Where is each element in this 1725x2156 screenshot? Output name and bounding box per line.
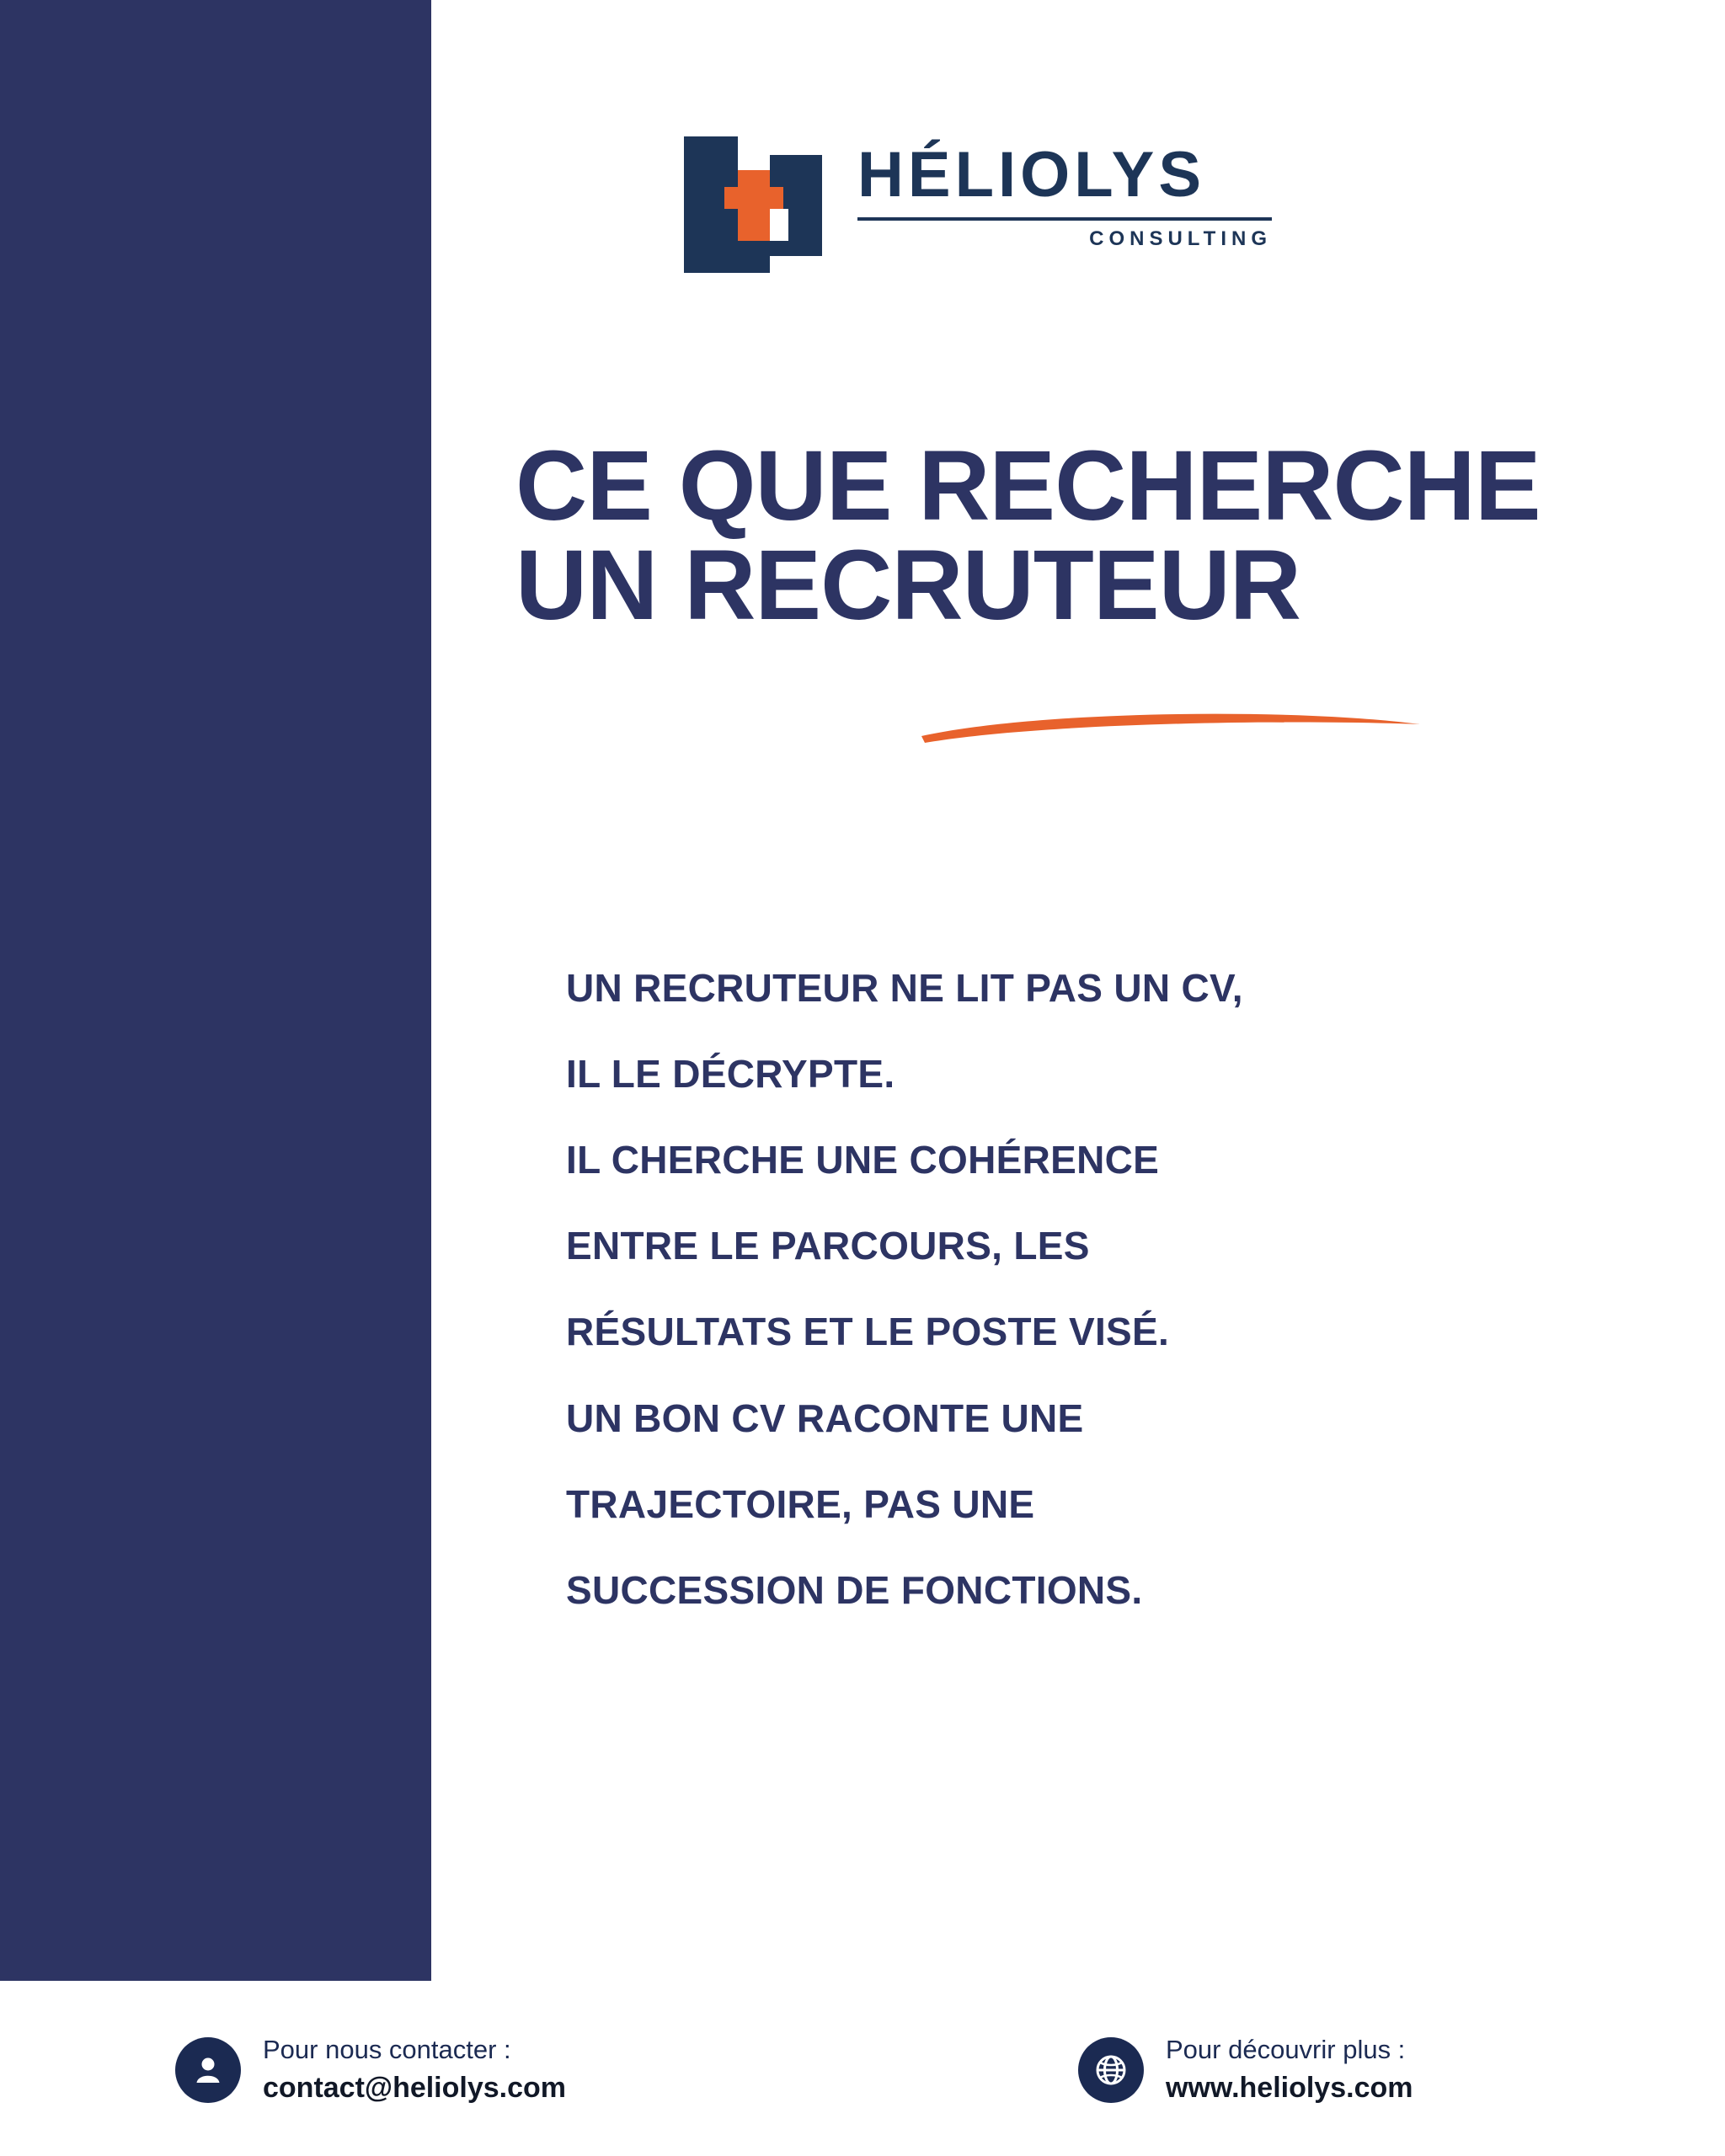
person-icon	[175, 2037, 241, 2103]
body-line: TRAJECTOIRE, PAS UNE	[566, 1481, 1035, 1526]
body-line: UN RECRUTEUR NE LIT PAS UN CV,	[566, 966, 1243, 1010]
footer	[0, 2021, 1725, 2156]
footer-website-url[interactable]: www.heliolys.com	[1166, 2071, 1413, 2104]
heliolys-h-monogram-icon	[674, 125, 834, 285]
footer-website-label: Pour découvrir plus :	[1166, 2035, 1406, 2064]
body-line: RÉSULTATS ET LE POSTE VISÉ.	[566, 1310, 1170, 1354]
footer-contact-label: Pour nous contacter :	[263, 2035, 511, 2064]
footer-website-block[interactable]	[1078, 2033, 1413, 2106]
body-line: IL LE DÉCRYPTE.	[566, 1052, 895, 1097]
body-text	[566, 945, 1560, 1633]
page-title-line-1: CE QUE RECHERCHE	[515, 430, 1541, 542]
page-title-line-2: UN RECRUTEUR	[515, 530, 1300, 641]
body-line: IL CHERCHE UNE COHÉRENCE	[566, 1138, 1160, 1182]
body-line: ENTRE LE PARCOURS, LES	[566, 1224, 1090, 1268]
globe-icon	[1078, 2037, 1144, 2103]
brand-rule	[857, 217, 1272, 221]
brand-tagline: CONSULTING	[1089, 227, 1272, 250]
body-line: UN BON CV RACONTE UNE	[566, 1396, 1084, 1440]
footer-contact-email[interactable]: contact@heliolys.com	[263, 2071, 567, 2104]
left-accent-band	[0, 0, 431, 1981]
body-line: SUCCESSION DE FONCTIONS.	[566, 1567, 1143, 1612]
orange-brush-underline-icon	[918, 706, 1423, 748]
brand-name: HÉLIOLYS	[857, 139, 1206, 211]
brand-logo	[674, 125, 1280, 285]
page-title	[515, 430, 1669, 641]
footer-contact-block[interactable]	[175, 2033, 566, 2106]
